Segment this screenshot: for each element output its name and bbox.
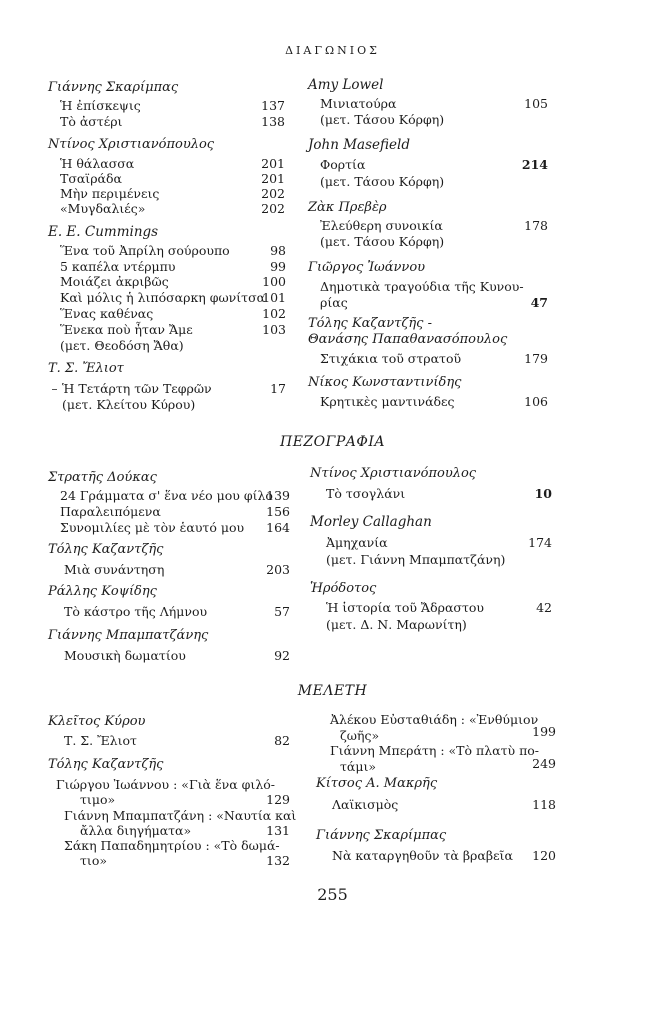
entry-page: 214 [521, 157, 548, 172]
entry-page: 164 [266, 520, 290, 535]
entry-title: Ἐλεύθερη συνοικία [320, 218, 443, 233]
entry-page: 17 [270, 381, 286, 396]
entry-page: 199 [532, 724, 556, 739]
author-name: Κλεῖτος Κύρου [48, 714, 146, 729]
entry-title: Μουσικὴ δωματίου [64, 648, 186, 663]
entry-page: 118 [532, 797, 556, 812]
translator-note: (μετ. Δ. Ν. Μαρωνίτη) [326, 617, 467, 632]
entry-title: Ἕνας καθένας [60, 306, 154, 321]
entry-page: 47 [530, 295, 548, 310]
entry-title: «Μυγδαλιές» [60, 201, 146, 216]
entry-page: 156 [266, 504, 290, 519]
page-number: 255 [317, 885, 348, 904]
entry-page: 139 [266, 488, 290, 503]
entry-title: Τ. Σ. Ἔλιοτ [64, 733, 137, 748]
entry-page: 202 [261, 186, 285, 201]
entry-title: Φορτία [320, 157, 366, 172]
entry-title: Ἀλέκου Εὐσταθιάδη : «Ἐνθύμιον [330, 712, 539, 727]
entry-title: Κρητικὲς μαντινάδες [320, 394, 455, 409]
entry-title: Τὸ ἀστέρι [60, 114, 123, 129]
author-name: Ράλλης Κοψίδης [48, 584, 157, 599]
author-name: Ντίνος Χριστιανόπουλος [310, 466, 477, 481]
entry-title: Τσαϊράδα [60, 171, 122, 186]
entry-title: Ἕνα τοῦ Ἀπρίλη σούρουπο [60, 243, 230, 258]
translator-note: (μετ. Κλείτου Κύρου) [62, 397, 196, 412]
entry-page: 202 [261, 201, 285, 216]
entry-page: 120 [532, 848, 556, 863]
entry-title: ρίας [320, 295, 348, 310]
entry-title: Μιὰ συνάντηση [64, 562, 165, 577]
author-name: Γιάννης Μπαμπατζάνης [48, 628, 209, 643]
entry-title: Δημοτικὰ τραγούδια τῆς Κυνου- [320, 279, 524, 294]
entry-page: 101 [262, 290, 286, 305]
entry-title: 24 Γράμματα σ' ἕνα νέο μου φίλο [60, 488, 273, 503]
author-name: Amy Lowel [308, 77, 384, 93]
translator-note: (μετ. Θεοδόση Ἄθα) [60, 338, 184, 353]
entry-page: 102 [262, 306, 286, 321]
entry-title: Ἡ θάλασσα [60, 156, 135, 171]
entry-page: 57 [274, 604, 290, 619]
entry-page: 92 [274, 648, 290, 663]
entry-page: 178 [524, 218, 548, 233]
entry-page: 98 [270, 243, 286, 258]
entry-title: τιο» [80, 853, 107, 868]
translator-note: (μετ. Τάσου Κόρφη) [320, 174, 445, 189]
entry-title: ζωῆς» [340, 728, 380, 743]
author-name: Ἡρόδοτος [310, 581, 377, 596]
entry-title: Τὸ κάστρο τῆς Λήμνου [64, 604, 208, 619]
entry-title: Ἡ ἐπίσκεψις [60, 98, 141, 113]
entry-page: 137 [261, 98, 285, 113]
author-name: Γιῶργος Ἰωάννου [308, 260, 426, 275]
author-name: Κίτσος Α. Μακρῆς [316, 776, 438, 791]
author-name: E. E. Cummings [48, 224, 159, 240]
entry-title: τάμι» [340, 759, 377, 774]
entry-page: 103 [262, 322, 286, 337]
author-name-second: Θανάσης Παπαθανασόπουλος [308, 332, 508, 347]
author-name: Τ. Σ. Ἔλιοτ [48, 361, 124, 376]
author-name: Γιάννης Σκαρίμπας [316, 828, 447, 843]
entry-page: 201 [261, 156, 285, 171]
author-name: Ζὰκ Πρεβὲρ [308, 200, 387, 215]
entry-title: Γιάννη Μπεράτη : «Τὸ πλατὺ πο- [330, 743, 540, 758]
author-name: Ντίνος Χριστιανόπουλος [48, 137, 215, 152]
author-name: Τόλης Καζαντζῆς [48, 542, 164, 557]
entry-title: Στιχάκια τοῦ στρατοῦ [320, 351, 462, 366]
entry-page: 201 [261, 171, 285, 186]
entry-title: Συνομιλίες μὲ τὸν ἑαυτό μου [60, 520, 245, 535]
translator-note: (μετ. Τάσου Κόρφη) [320, 234, 445, 249]
entry-title: Ἕνεκα ποὺ ἦταν Ἄμε [60, 322, 193, 337]
entry-page: 106 [524, 394, 548, 409]
entry-page: 100 [262, 274, 286, 289]
entry-title: Μοιάζει ἀκριβῶς [60, 274, 169, 289]
entry-title: Μινιατούρα [320, 96, 397, 111]
entry-title: Ἡ Τετάρτη τῶν Τεφρῶν [62, 381, 212, 396]
entry-title: Ἡ ἱστορία τοῦ Ἄδραστου [326, 600, 484, 615]
translator-note: (μετ. Τάσου Κόρφη) [320, 112, 445, 127]
entry-page: 42 [536, 600, 552, 615]
author-name: Τόλης Καζαντζῆς - [308, 316, 432, 331]
entry-title: Σάκη Παπαδημητρίου : «Τὸ δωμά- [64, 838, 280, 853]
entry-title: Γιάννη Μπαμπατζάνη : «Ναυτία καὶ [64, 808, 297, 823]
entry-page: 138 [261, 114, 285, 129]
entry-page: 131 [266, 823, 290, 838]
entry-page: 132 [266, 853, 290, 868]
entry-page: 10 [534, 486, 552, 501]
entry-page: 82 [274, 733, 290, 748]
entry-page: 249 [532, 756, 556, 771]
author-name: Γιάννης Σκαρίμπας [48, 80, 179, 95]
entry-page: 105 [524, 96, 548, 111]
entry-page: 174 [528, 535, 552, 550]
entry-title: Μὴν περιμένεις [60, 186, 160, 201]
author-name: Morley Callaghan [310, 514, 432, 530]
entry-title: Γιώργου Ἰωάννου : «Γιὰ ἕνα φιλό- [56, 777, 275, 792]
entry-title: Λαϊκισμὸς [332, 797, 399, 812]
entry-title: Παραλειπόμενα [60, 504, 161, 519]
author-name: John Masefield [308, 137, 410, 153]
entry-title: Τὸ τσογλάνι [326, 486, 406, 501]
entry-title: ἄλλα διηγήματα» [80, 823, 192, 838]
entry-page: 129 [266, 792, 290, 807]
entry-title: Ἀμηχανία [326, 535, 388, 550]
entry-page: 203 [266, 562, 290, 577]
translator-note: (μετ. Γιάννη Μπαμπατζάνη) [326, 552, 506, 567]
author-name: Νίκος Κωνσταντινίδης [308, 375, 462, 390]
entry-page: 99 [270, 259, 286, 274]
author-name: Στρατῆς Δούκας [48, 470, 157, 485]
entry-title: 5 καπέλα ντέρμπυ [60, 259, 176, 274]
entry-title: Νὰ καταργηθοῦν τὰ βραβεῖα [332, 848, 513, 863]
mark [52, 389, 57, 390]
section-heading-prose: ΠΕΖΟΓΡΑΦΙΑ [280, 434, 385, 450]
author-name: Τόλης Καζαντζῆς [48, 757, 164, 772]
entry-title: τιμο» [80, 792, 116, 807]
section-heading-study: ΜΕΛΕΤΗ [297, 683, 368, 699]
running-header: ΔΙΑΓΩΝΙΟΣ [285, 44, 380, 57]
entry-page: 179 [524, 351, 548, 366]
entry-title: Καὶ μόλις ἡ λιπόσαρκη φωνίτσα [60, 290, 266, 305]
